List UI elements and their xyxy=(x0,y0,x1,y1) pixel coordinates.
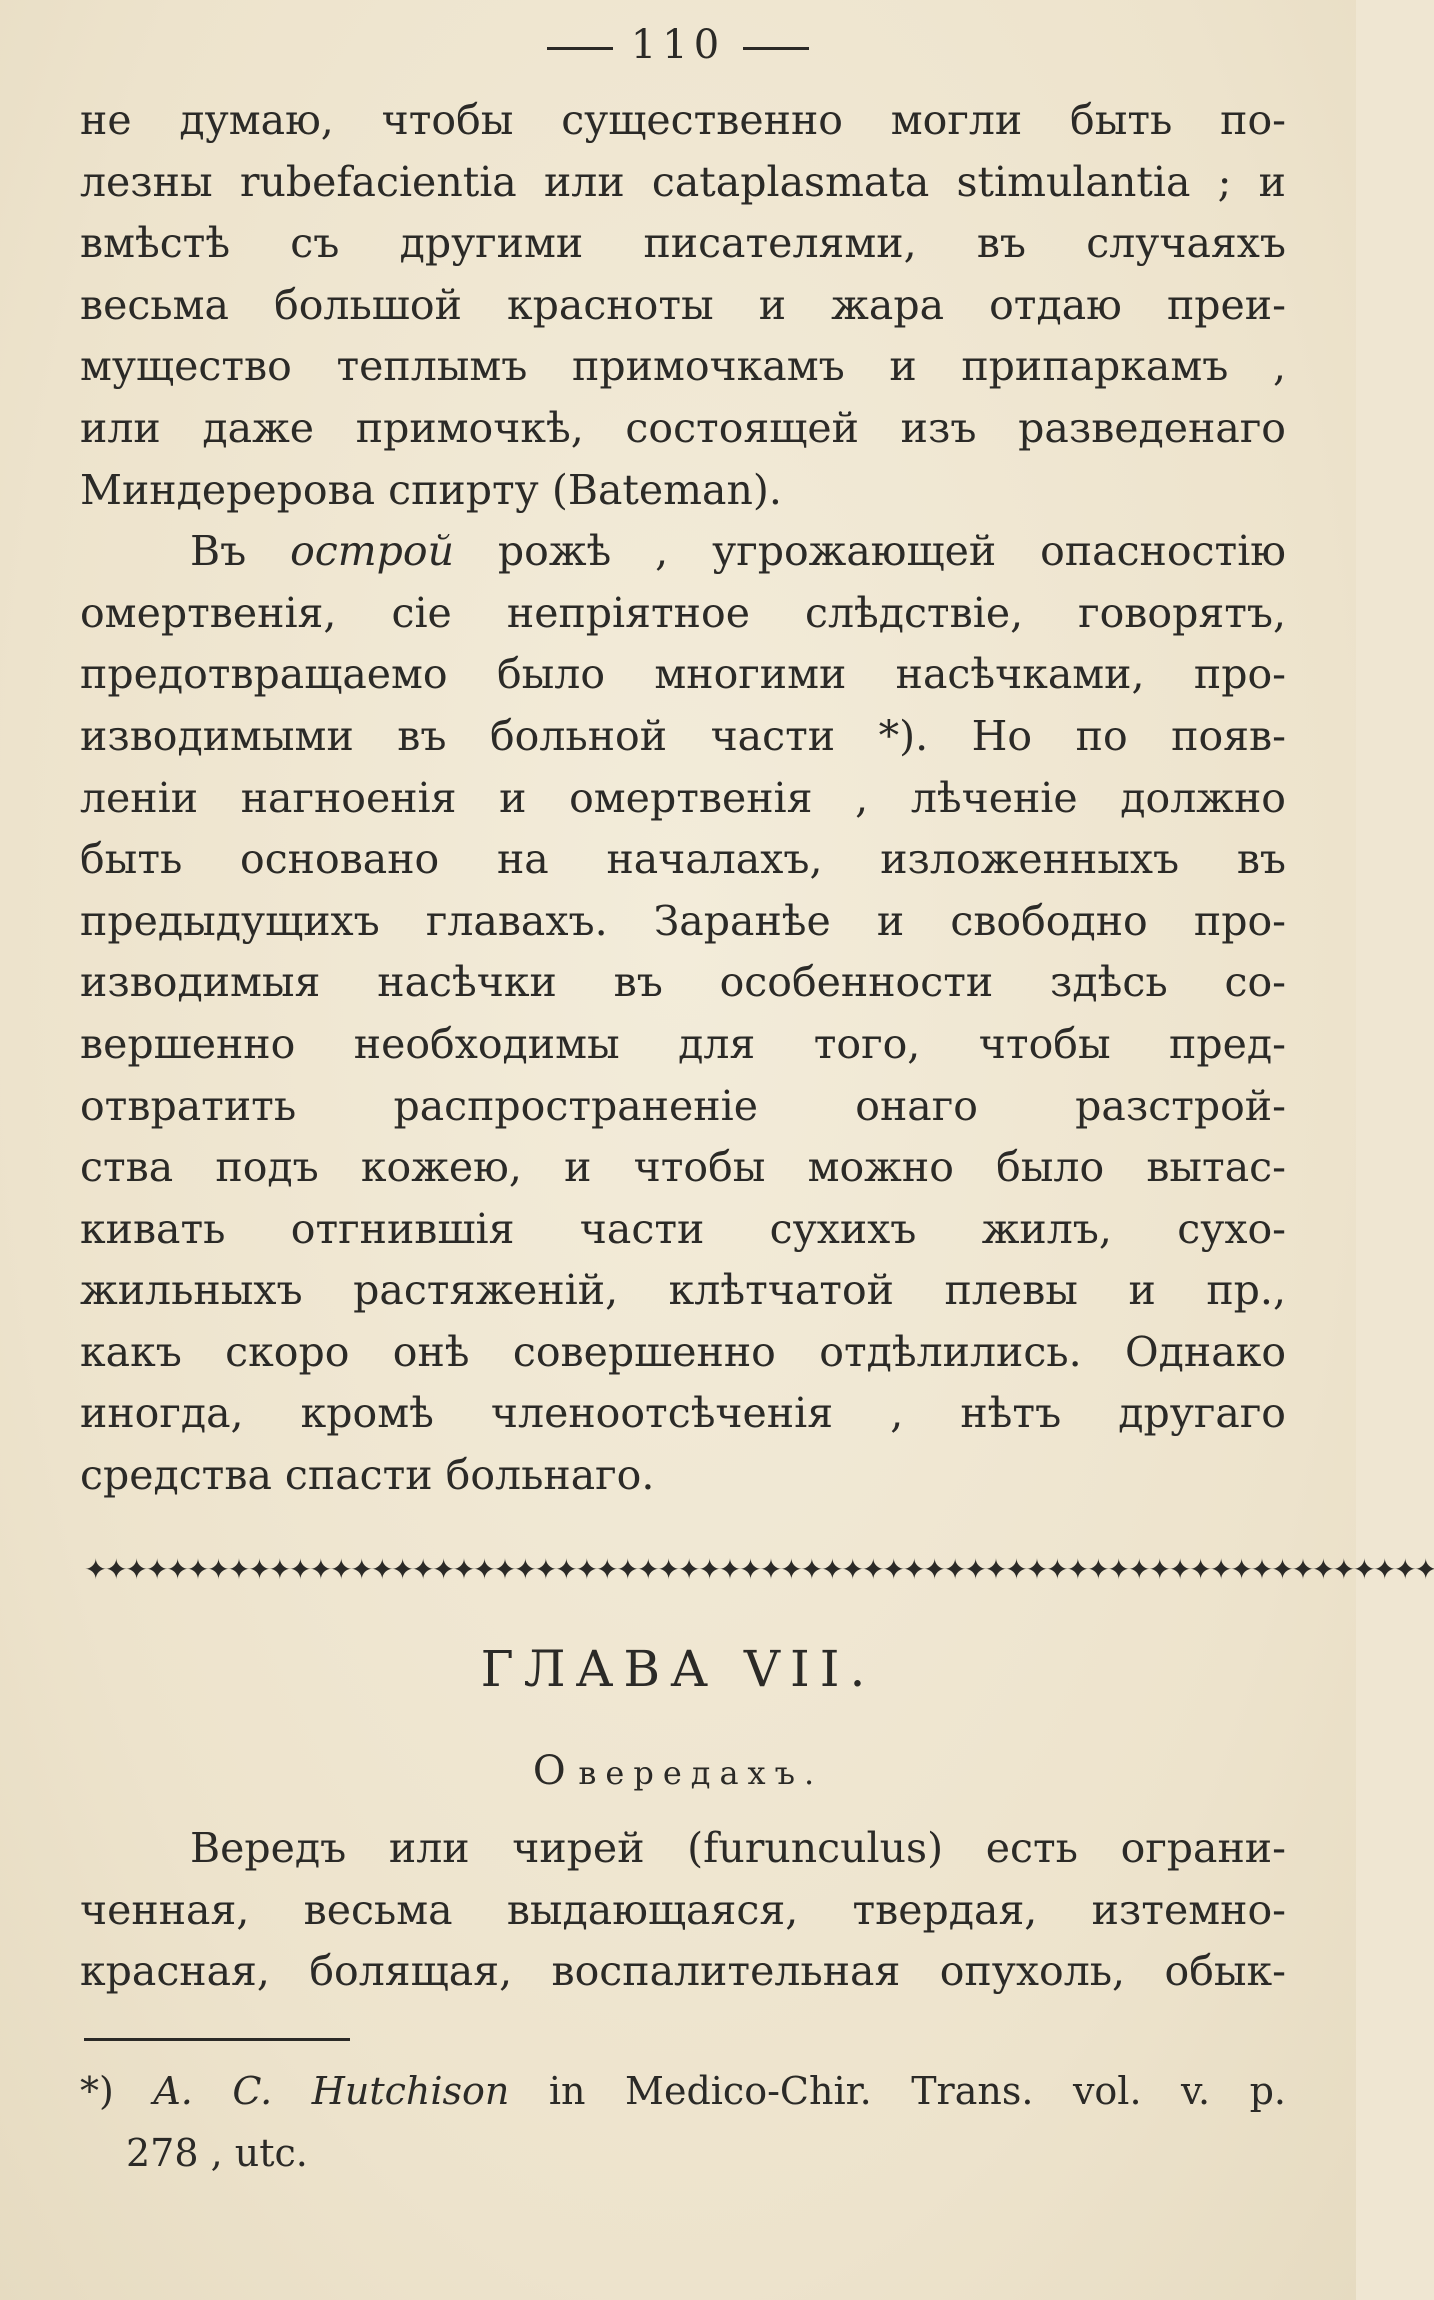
text-line: лезны rubefacientia или cataplasmata stimulantia ; и xyxy=(80,157,1286,206)
text-line: ленiи нагноенiя и омертвенiя , лѣченiе должно xyxy=(80,773,1286,822)
subtitle-prefix: О xyxy=(532,1748,579,1794)
footnote-source: in Medico-Chir. Trans. vol. v. p. xyxy=(509,2069,1287,2113)
text-line: омертвенiя, сiе непрiятное слѣдствiе, говорятъ, xyxy=(80,588,1286,637)
header-dash-right xyxy=(743,47,809,50)
paragraph-first-line xyxy=(80,521,1286,583)
text-line: Вередъ или чирей (furunculus) есть ограни- xyxy=(190,1824,1286,1872)
text-line: изводимыми въ больной части *). Но по появ- xyxy=(80,711,1286,760)
text-line: ченная, весьма выдающаяся, твердая, изтемно- xyxy=(80,1885,1286,1934)
subtitle-word: вередахъ. xyxy=(578,1754,824,1792)
text-run: Въ xyxy=(190,527,291,576)
page-number: 110 xyxy=(630,22,726,68)
footnote-rule xyxy=(84,2038,350,2041)
text-line: мущество теплымъ примочкамъ и припаркамъ , xyxy=(80,342,1286,391)
text-line: отвратить распространенiе онаго разстрой- xyxy=(80,1081,1286,1130)
body-text xyxy=(80,90,1286,1507)
text-line: красная, болящая, воспалительная опухоль, обык- xyxy=(80,1947,1286,1996)
text-line: Миндерерова спирту (Bateman). xyxy=(80,465,782,514)
footnote-author: A. C. Hutchison xyxy=(153,2069,510,2113)
chapter-title: ГЛАВА VII. xyxy=(480,1640,876,1698)
italic-term: острой xyxy=(290,527,454,576)
text-line: вмѣстѣ съ другими писателями, въ случаяхъ xyxy=(80,219,1286,268)
text-line: не думаю, чтобы существенно могли быть по- xyxy=(80,96,1286,144)
text-line: весьма большой красноты и жара отдаю преи- xyxy=(80,280,1286,329)
text-line: или даже примочкѣ, состоящей изъ разведенаго xyxy=(80,403,1286,452)
text-line: жильныхъ растяженiй, клѣтчатой плевы и пр., xyxy=(80,1266,1286,1315)
text-line: быть основано на началахъ, изложенныхъ въ xyxy=(80,835,1286,884)
text-line: какъ скоро онѣ совершенно отдѣлились. Однако xyxy=(80,1327,1286,1376)
footnote-line xyxy=(80,2060,1286,2122)
text-line: иногда, кромѣ членоотсѣченiя , нѣтъ другаго xyxy=(80,1389,1286,1438)
text-line: средства спасти больнаго. xyxy=(80,1451,655,1500)
footnote-line: 278 , utc. xyxy=(126,2131,308,2175)
page-header xyxy=(0,22,1356,68)
text-line: ства подъ кожею, и чтобы можно было вытас- xyxy=(80,1143,1286,1192)
text-line: предыдущихъ главахъ. Заранѣе и свободно про- xyxy=(80,896,1286,945)
chapter-text xyxy=(80,1818,1286,2003)
footnote xyxy=(80,2060,1286,2184)
text-run: рожѣ , угрожающей опасностiю xyxy=(454,527,1286,576)
text-line: предотвращаемо было многими насѣчками, про- xyxy=(80,650,1286,699)
text-line: вершенно необходимы для того, чтобы пред- xyxy=(80,1019,1286,1068)
text-line: изводимыя насѣчки въ особенности здѣсь со- xyxy=(80,958,1286,1007)
chapter-subtitle xyxy=(0,1748,1356,1794)
footnote-mark: *) xyxy=(80,2069,154,2113)
text-line: кивать отгнившiя части сухихъ жилъ, сухо- xyxy=(80,1204,1286,1253)
ornamental-divider: ✦✦✦✦✦✦✦✦✦✦✦✦✦✦✦✦✦✦✦✦✦✦✦✦✦✦✦✦✦✦✦✦✦✦✦✦✦✦✦✦✦✦✦✦✦✦✦✦✦✦✦✦✦✦✦✦✦✦✦✦✦✦✦✦✦✦ xyxy=(84,1553,1434,1586)
header-dash-left xyxy=(547,47,613,50)
